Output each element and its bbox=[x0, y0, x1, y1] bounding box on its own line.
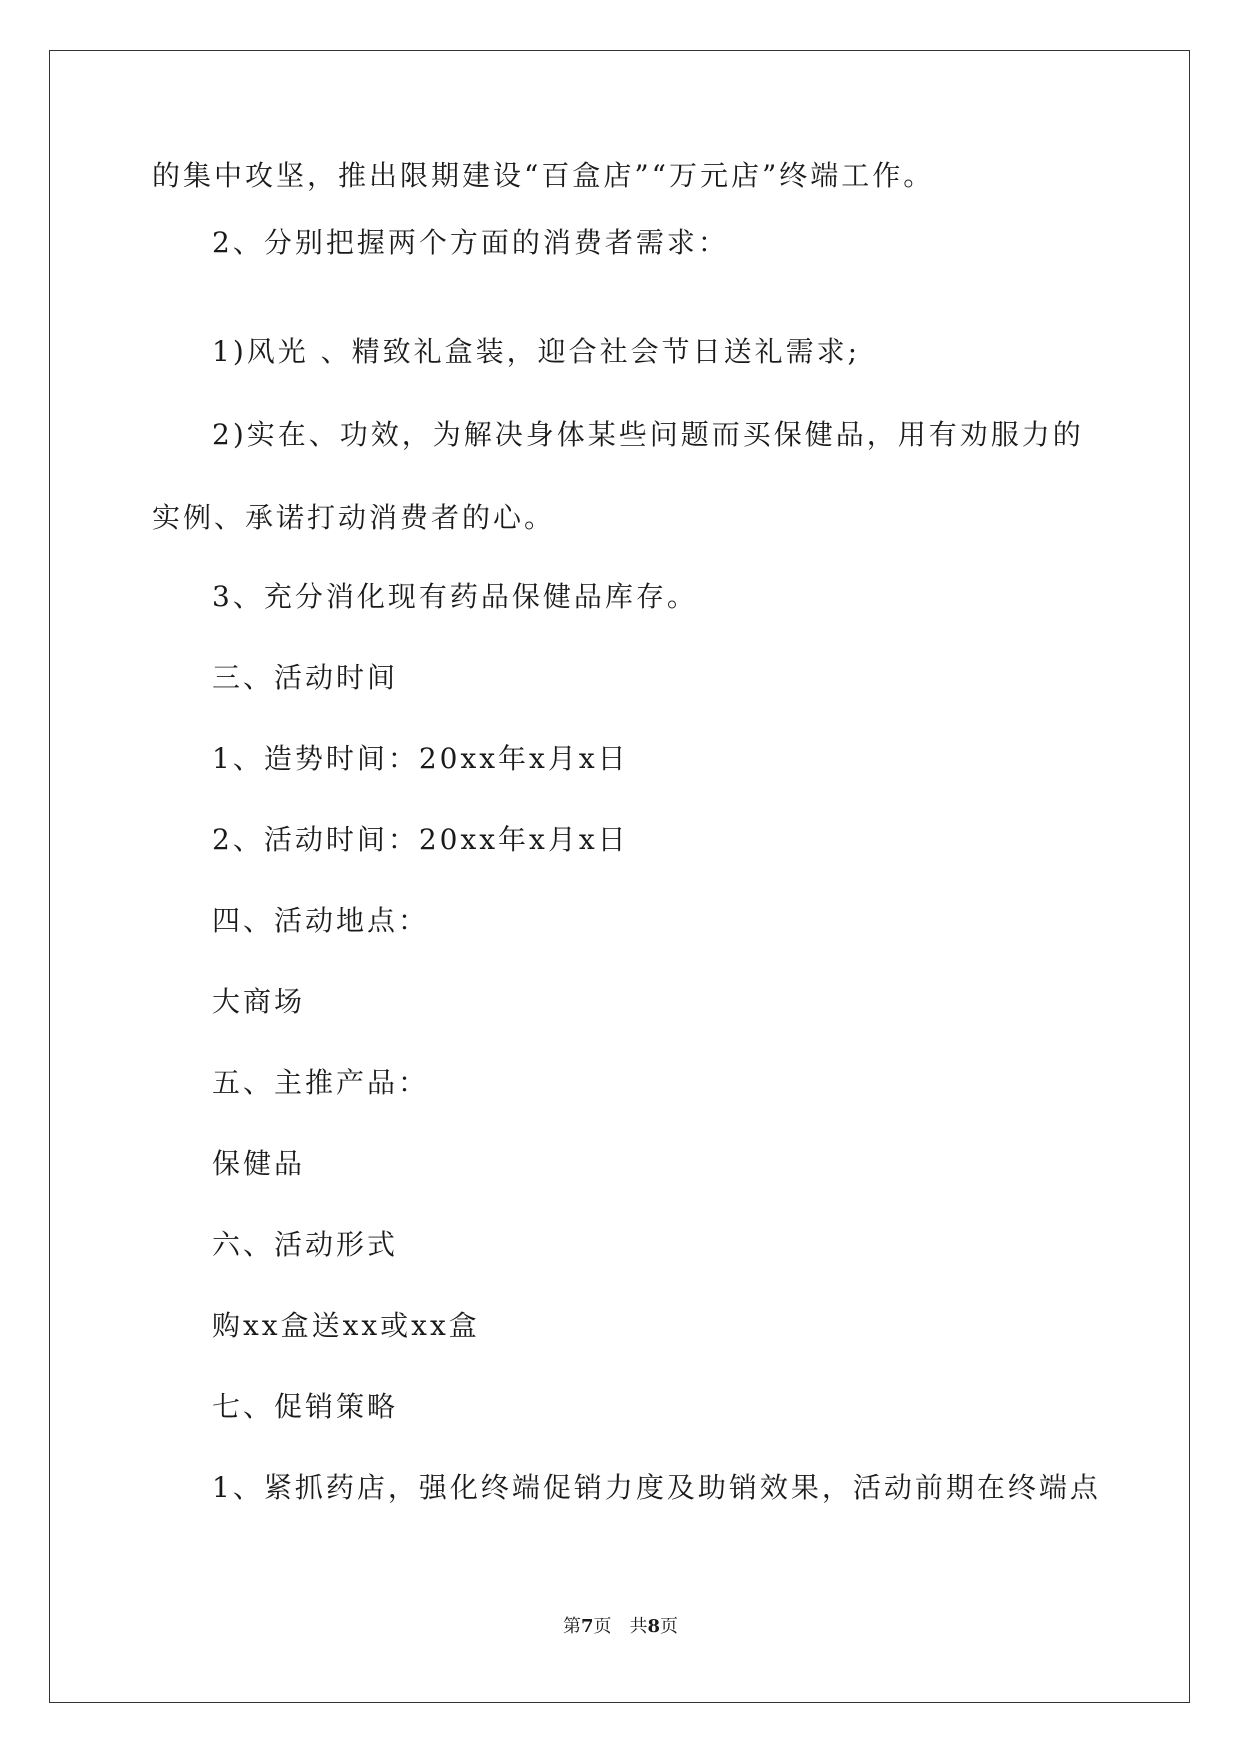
section-heading: 三、活动时间 bbox=[212, 661, 399, 694]
footer-page-total: 8 bbox=[647, 1616, 661, 1637]
footer-mid: 页 共 bbox=[593, 1616, 648, 1637]
section-heading: 四、活动地点： bbox=[212, 904, 430, 937]
footer-suffix: 页 bbox=[660, 1616, 679, 1637]
section-heading: 七、促销策略 bbox=[212, 1390, 399, 1423]
text-line: 1、紧抓药店，强化终端促销力度及助销效果，活动前期在终端点 bbox=[212, 1471, 1101, 1504]
section-heading: 六、活动形式 bbox=[212, 1228, 399, 1261]
text-line: 1、造势时间：20xx年x月x日 bbox=[212, 742, 629, 775]
text-line: 购xx盒送xx或xx盒 bbox=[212, 1309, 480, 1342]
text-line: 的集中攻坚，推出限期建设“百盒店”“万元店”终端工作。 bbox=[152, 159, 935, 192]
footer-prefix: 第 bbox=[562, 1616, 581, 1637]
text-line: 保健品 bbox=[212, 1147, 306, 1180]
text-line: 2、活动时间：20xx年x月x日 bbox=[212, 823, 629, 856]
text-line: 2)实在、功效，为解决身体某些问题而买保健品，用有劝服力的 bbox=[212, 418, 1084, 451]
text-line: 大商场 bbox=[212, 985, 306, 1018]
page-footer bbox=[0, 1615, 1241, 1639]
text-line: 实例、承诺打动消费者的心。 bbox=[152, 501, 556, 534]
section-heading: 五、主推产品： bbox=[212, 1066, 430, 1099]
footer-page-current: 7 bbox=[580, 1616, 594, 1637]
page-border bbox=[49, 50, 1190, 1703]
text-line: 2、分别把握两个方面的消费者需求： bbox=[212, 226, 729, 259]
text-line: 3、充分消化现有药品保健品库存。 bbox=[212, 580, 698, 613]
text-line: 1)风光 、精致礼盒装，迎合社会节日送礼需求; bbox=[212, 335, 861, 368]
